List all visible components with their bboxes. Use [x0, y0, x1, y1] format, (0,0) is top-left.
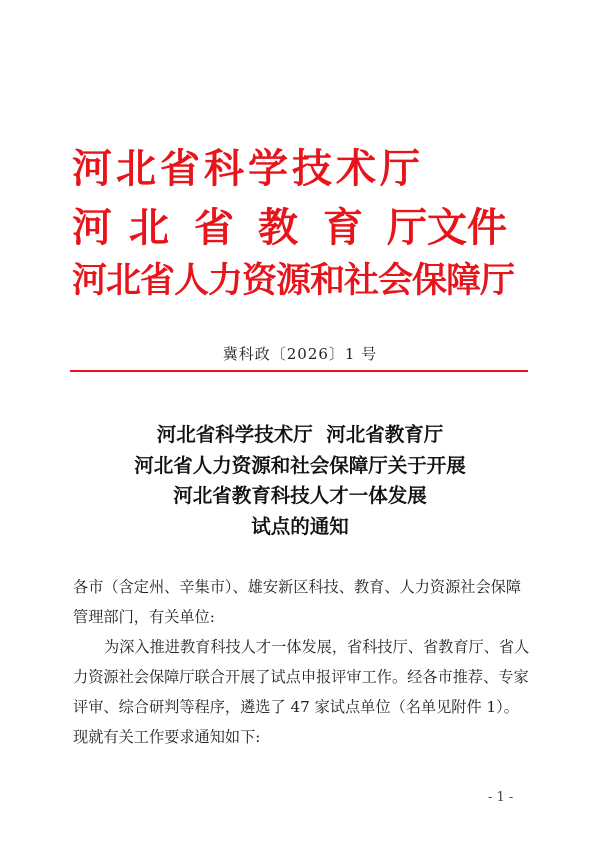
salutation: 各市（含定州、辛集市）、雄安新区科技、教育、人力资源社会保障管理部门，有关单位:: [73, 578, 522, 626]
issuer-hr-social-security-dept: 河北省人力资源和社会保障厅: [72, 261, 515, 301]
title-line: 试点的通知: [251, 514, 349, 538]
document-title: [0, 420, 600, 542]
body-paragraph: 为深入推进教育科技人才一体发展，省科技厅、省教育厅、省人力资源社会保障厅联合开展了试点申报评审工作。经各市推荐、专家评审、综合研判等程序，遴选了 47 家试点单位（名单见附件 1）。现就有关工作要求通知如下:: [73, 638, 530, 746]
issuer2-char: 河: [72, 205, 112, 251]
issuer2-char: 省: [194, 205, 234, 251]
issuer2-char: 育: [323, 205, 363, 251]
issuer2-char: 教: [258, 205, 298, 251]
document-number: 冀科政〔2026〕1 号: [222, 345, 378, 363]
title-line: 河北省教育科技人才一体发展: [173, 484, 427, 507]
title-line: 河北省科学技术厅 河北省教育厅: [156, 423, 444, 446]
issuer2-char: 厅文件: [387, 205, 507, 251]
document-body: [73, 572, 533, 752]
issuer-science-tech-dept: 河北省科学技术厅: [72, 146, 424, 192]
issuer-education-dept-file: [72, 196, 507, 253]
title-line: 河北省人力资源和社会保障厅关于开展: [134, 453, 466, 477]
red-separator-line: [70, 370, 528, 372]
issuer2-char: 北: [129, 205, 169, 251]
page-number: - 1 -: [488, 790, 514, 805]
